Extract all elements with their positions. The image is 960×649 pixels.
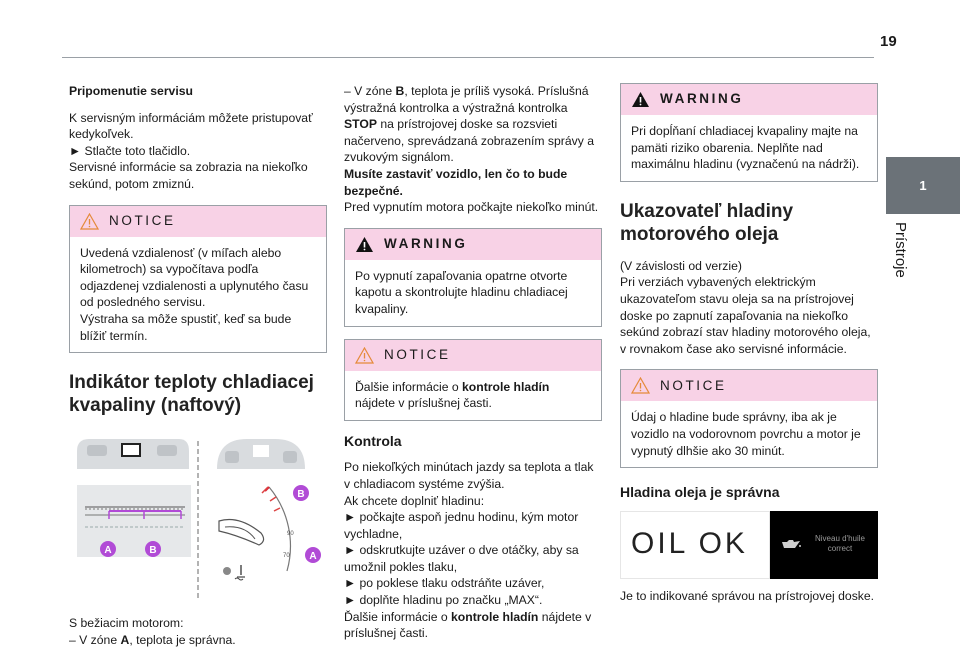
paragraph: Servisné informácie sa zobrazia na niekoľko sekúnd, potom zmiznú.	[69, 160, 308, 191]
step-item: ► odskrutkujte uzáver o dve otáčky, aby sa umožnil pokles tlaku,	[344, 543, 579, 574]
notice-header	[345, 340, 601, 371]
notice-box	[620, 369, 878, 468]
notice-triangle-icon	[631, 377, 650, 394]
chapter-tab[interactable]: 1	[886, 157, 960, 214]
text: nájdete v príslušnej časti.	[344, 609, 592, 641]
gauge-a-label: A	[309, 551, 317, 563]
caption	[69, 632, 327, 649]
warning-box	[344, 228, 602, 327]
text: Ďalšie informácie o	[355, 379, 463, 394]
notice-body	[345, 371, 601, 420]
text: na prístrojovej doske sa rozsvieti načerveno, sprevádzaná zobrazením správy a zvukovým signálom.	[344, 117, 594, 165]
paragraph: Po niekoľkých minútach jazdy sa teplota a tlak v chladiacom systéme zvýšia.	[344, 460, 594, 491]
notice-box	[69, 205, 327, 354]
text-bold: kontrole hladín	[451, 609, 539, 624]
column-2	[344, 83, 602, 642]
notice-text	[355, 379, 591, 412]
paragraph	[344, 83, 602, 166]
notice-text: Výstraha sa môže spustiť, keď sa bude blížiť termín.	[80, 311, 292, 343]
step-item: ► počkajte aspoň jednu hodinu, kým motor vychladne,	[344, 510, 579, 541]
notice-header	[621, 370, 877, 401]
text-bold: B	[395, 84, 405, 98]
gauge-b-label: B	[297, 489, 305, 501]
notice-text: Údaj o hladine bude správny, iba ak je vozidlo na vodorovnom povrchu a motor je vypnutý dlhšie ako 30 minút.	[631, 410, 861, 458]
warning-triangle-icon	[631, 91, 650, 108]
step-item: ► doplňte hladinu po značku „MAX“.	[344, 593, 543, 608]
section-heading-oil: Ukazovateľ hladiny motorového oleja	[620, 200, 794, 245]
section-heading-kontrola: Kontrola	[344, 432, 402, 449]
caption-text: – V zóne	[69, 632, 121, 647]
text: nájdete v príslušnej časti.	[355, 396, 492, 411]
paragraph: Pri verziách vybavených elektrickým ukazovateľom stavu oleja sa na prístrojovej doske po zapnutí zapaľovania na niekoľko sekúnd zobrazí stav hladiny motorového oleja, v rovnakom čase ako servisné informácie.	[620, 275, 871, 356]
oil-can-icon	[780, 537, 802, 551]
notice-title: NOTICE	[384, 346, 451, 362]
text-bold: kontrole hladín	[462, 379, 550, 394]
coolant-temp-icon	[235, 565, 245, 580]
paragraph: Ak chcete doplniť hladinu:	[344, 493, 485, 508]
caption-text: , teplota je správna.	[129, 632, 236, 647]
section-heading-coolant: Indikátor teploty chladiacej kvapaliny (naftový)	[69, 372, 314, 417]
coolant-figure	[69, 431, 327, 603]
paragraph: ► Stlačte toto tlačidlo.	[69, 143, 191, 158]
text: – V zóne	[344, 84, 396, 98]
page-number: 19	[880, 33, 897, 50]
notice-box	[344, 339, 602, 421]
caption: Je to indikované správou na prístrojovej doske.	[620, 588, 875, 603]
tick-90: 90	[287, 531, 294, 538]
paragraph: (V závislosti od verzie)	[620, 258, 742, 273]
notice-text: Uvedená vzdialenosť (v míľach alebo kilometroch) sa vypočítava podľa odjazdenej vzdialenosti a uplynutého času od posledného servisu.	[80, 245, 309, 310]
warning-body	[621, 115, 877, 181]
paragraph: K servisným informáciám môžete pristupovať kedykoľvek.	[69, 110, 313, 142]
text-bold: STOP	[344, 117, 377, 132]
zone-a-label: A	[104, 545, 112, 557]
text: Ďalšie informácie o	[344, 609, 452, 624]
notice-body	[621, 401, 877, 467]
chapter-label-text: Prístroje	[892, 222, 909, 278]
tick-70: 70	[283, 553, 290, 560]
caption-bold: A	[120, 632, 130, 647]
oil-display-left	[620, 511, 770, 579]
warning-box	[620, 83, 878, 182]
zone-b-label: B	[149, 545, 157, 557]
notice-triangle-icon	[355, 347, 374, 364]
section-heading-oil-ok: Hladina oleja je správna	[620, 484, 780, 501]
paragraph	[344, 609, 602, 642]
notice-body	[70, 237, 326, 353]
caption: S bežiacim motorom:	[69, 616, 184, 631]
indicator-dot	[223, 567, 231, 575]
warning-title: WARNING	[384, 235, 468, 251]
notice-header	[70, 206, 326, 237]
warning-title: WARNING	[660, 91, 744, 107]
top-divider	[62, 57, 874, 58]
section-heading-service: Pripomenutie servisu	[69, 84, 193, 98]
paragraph-bold	[344, 166, 602, 199]
warning-header	[345, 229, 601, 260]
column-3	[620, 83, 878, 604]
paragraph: Pred vypnutím motora počkajte niekoľko minút.	[344, 200, 599, 215]
notice-title: NOTICE	[109, 212, 176, 228]
text: , teplota je príliš vysoká. Príslušná výstražná kontrolka a výstražná kontrolka	[344, 84, 589, 115]
column-1	[69, 83, 327, 648]
oil-ok-text: OIL OK	[631, 526, 748, 560]
oil-display	[620, 511, 878, 579]
warning-triangle-icon	[355, 236, 374, 253]
warning-text: Po vypnutí zapaľovania opatrne otvorte kapotu a skontrolujte hladinu chladiacej kvapaliny.	[355, 268, 568, 316]
chapter-label	[878, 222, 918, 302]
warning-body	[345, 260, 601, 326]
notice-triangle-icon	[80, 213, 99, 230]
step-item: ► po poklese tlaku odstráňte uzáver,	[344, 576, 545, 591]
oil-display-message: Niveau d'huile correct	[814, 533, 865, 553]
text-bold: Musíte zastaviť vozidlo, len čo to bude bezpečné.	[344, 166, 568, 198]
notice-title: NOTICE	[660, 377, 727, 393]
warning-header	[621, 84, 877, 115]
coolant-illustration	[69, 431, 327, 603]
warning-text: Pri dopĺňaní chladiacej kvapaliny majte na pamäti riziko obarenia. Neplňte nad maximálnu hladinu (vyznačenú na nádrži).	[631, 124, 860, 172]
